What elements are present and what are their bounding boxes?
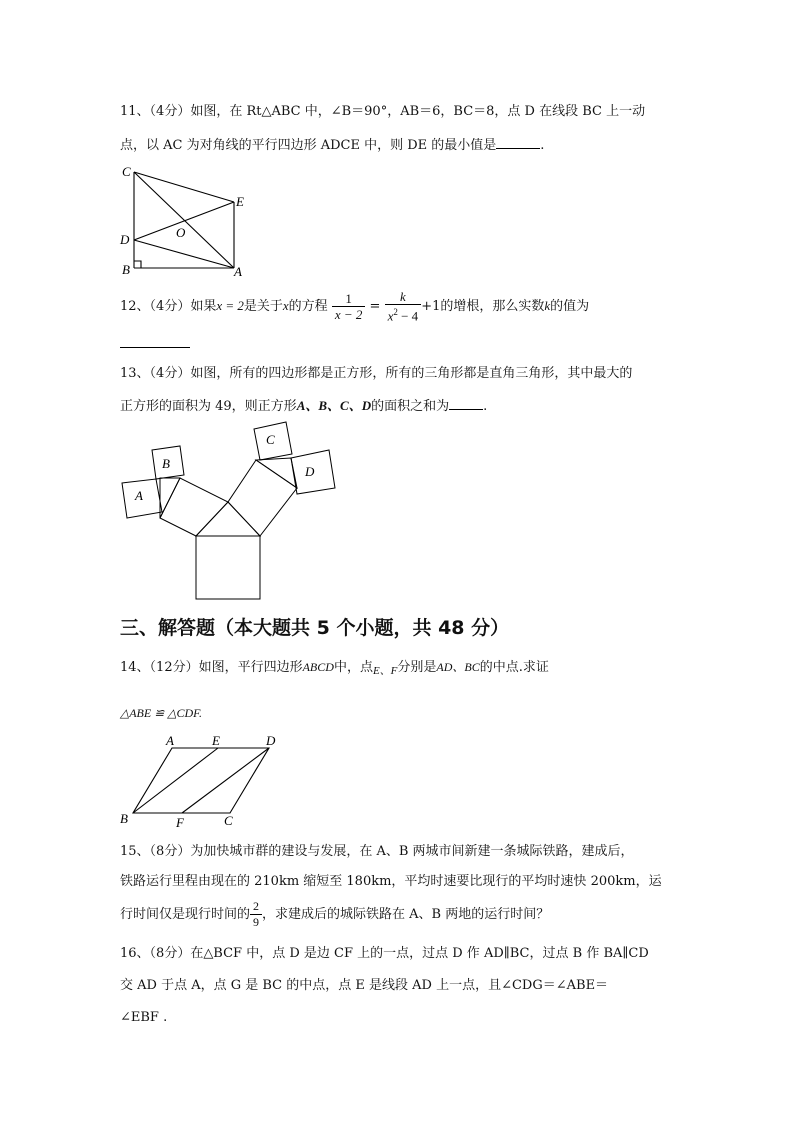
section-3-heading: 三、解答题（本大题共 5 个小题，共 48 分） (120, 617, 510, 639)
q14-label-A: A (166, 735, 174, 748)
q11-line2 (120, 136, 544, 154)
q15-line3-suffix: ，求建成后的城际铁路在 A、B 两地的运行时间？ (262, 907, 550, 922)
q14-proof-statement: △ABE ≌ △CDF. (120, 706, 202, 720)
q15-line3-prefix: 行时间仅是现行时间的 (120, 907, 251, 922)
q14-ef: E、F (372, 665, 398, 677)
q12-f2-den-base: x (387, 308, 394, 324)
q12-f2-den (385, 305, 422, 323)
q12-f2-den-sup: 2 (393, 307, 398, 318)
q11-label-A: A (234, 264, 242, 279)
q12-fraction-1 (332, 291, 366, 322)
q13-label-B: B (162, 456, 170, 471)
q12-var-x: x (282, 298, 289, 313)
q12-plus-one: +1 (421, 299, 441, 314)
q13-answer-blank (449, 397, 483, 410)
q14-prefix: 14、（12分）如图，平行四边形 (120, 660, 303, 675)
q14-label-E: E (212, 735, 220, 748)
q11-label-O: O (176, 225, 186, 240)
q12-var-k: k (544, 298, 551, 313)
q12-line (120, 286, 589, 326)
q12-x-eq: x = 2 (216, 298, 244, 313)
q12-fraction-2 (385, 289, 422, 323)
q11-end: . (540, 138, 545, 153)
q12-value-word: 的值为 (550, 299, 590, 314)
q15-frac-den: 9 (253, 915, 260, 929)
q12-equals: = (369, 299, 381, 314)
q11-line2-text: 点，以 AC 为对角线的平行四边形 ADCE 中，则 DE 的最小值是 (120, 138, 497, 153)
q14-line1 (120, 659, 549, 679)
q13-figure (115, 418, 345, 604)
q14-label-F: F (176, 815, 184, 830)
q12-answer-blank (120, 347, 190, 348)
q13-line1: 13、（4分）如图，所有的四边形都是正方形，所有的三角形都是直角三角形，其中最大的 (120, 366, 633, 381)
q14-adbc: AD、BC (436, 660, 480, 674)
q15-line1: 15、（8分）为加快城市群的建设与发展，在 A、B 两城市间新建一条城际铁路，建成后， (120, 844, 634, 859)
q14-mid1: 中，点 (333, 660, 373, 675)
q12-f2-den-rest: − 4 (397, 308, 419, 324)
q11-label-C: C (122, 164, 131, 179)
q16-line1: 16、（8分）在△BCF 中，点 D 是边 CF 上的一点，过点 D 作 AD∥BC，过点 B 作 BA∥CD (120, 946, 649, 961)
q11-figure (110, 160, 260, 280)
q15-frac-num: 2 (250, 899, 262, 915)
q13-end: . (483, 399, 488, 414)
q11-label-D: D (120, 232, 130, 247)
q12-prefix: 12、（4分）如果 (120, 299, 217, 314)
q14-label-D: D (266, 735, 276, 748)
q16-line2: 交 AD 于点 A，点 G 是 BC 的中点，点 E 是线段 AD 上一点，且∠CDG＝∠ABE＝ (120, 978, 609, 993)
q12-eq-word: 的方程 (288, 299, 328, 314)
q14-figure (112, 735, 292, 831)
q11-label-B: B (122, 262, 130, 277)
q14-label-C: C (224, 813, 233, 828)
q11-label-E: E (236, 194, 244, 209)
q13-label-A: A (135, 488, 143, 503)
q16-line3: ∠EBF . (120, 1010, 168, 1025)
q11-line1: 11、（4分）如图，在 Rt△ABC 中，∠B＝90°，AB＝6，BC＝8，点 D 在线段 BC 上一动 (120, 104, 646, 119)
q12-is-about: 是关于 (243, 299, 283, 314)
q12-f2-num: k (385, 289, 422, 305)
q13-line2-prefix: 正方形的面积为 49，则正方形 (120, 399, 297, 414)
q15-line2: 铁路运行里程由现在的 210km 缩短至 180km，平均时速要比现行的平均时速快 200km，运 (120, 874, 662, 889)
q12-suffix: 的增根，那么实数 (440, 299, 545, 314)
q13-label-C: C (266, 432, 275, 447)
q15-fraction (250, 899, 262, 930)
q14-abcd: ABCD (302, 660, 334, 674)
q14-suffix: 的中点.求证 (479, 660, 549, 675)
q13-label-D: D (305, 464, 315, 479)
q13-line2-suffix: 的面积之和为 (371, 399, 450, 414)
q13-letters: A、B、C、D (296, 398, 372, 413)
q13-line2 (120, 397, 487, 415)
q15-line3 (120, 898, 549, 934)
q11-answer-blank (496, 136, 540, 149)
q12-f1-den: x − 2 (334, 307, 363, 322)
q12-f1-num: 1 (332, 291, 366, 307)
q14-mid2: 分别是 (397, 660, 437, 675)
q14-label-B: B (120, 811, 128, 826)
